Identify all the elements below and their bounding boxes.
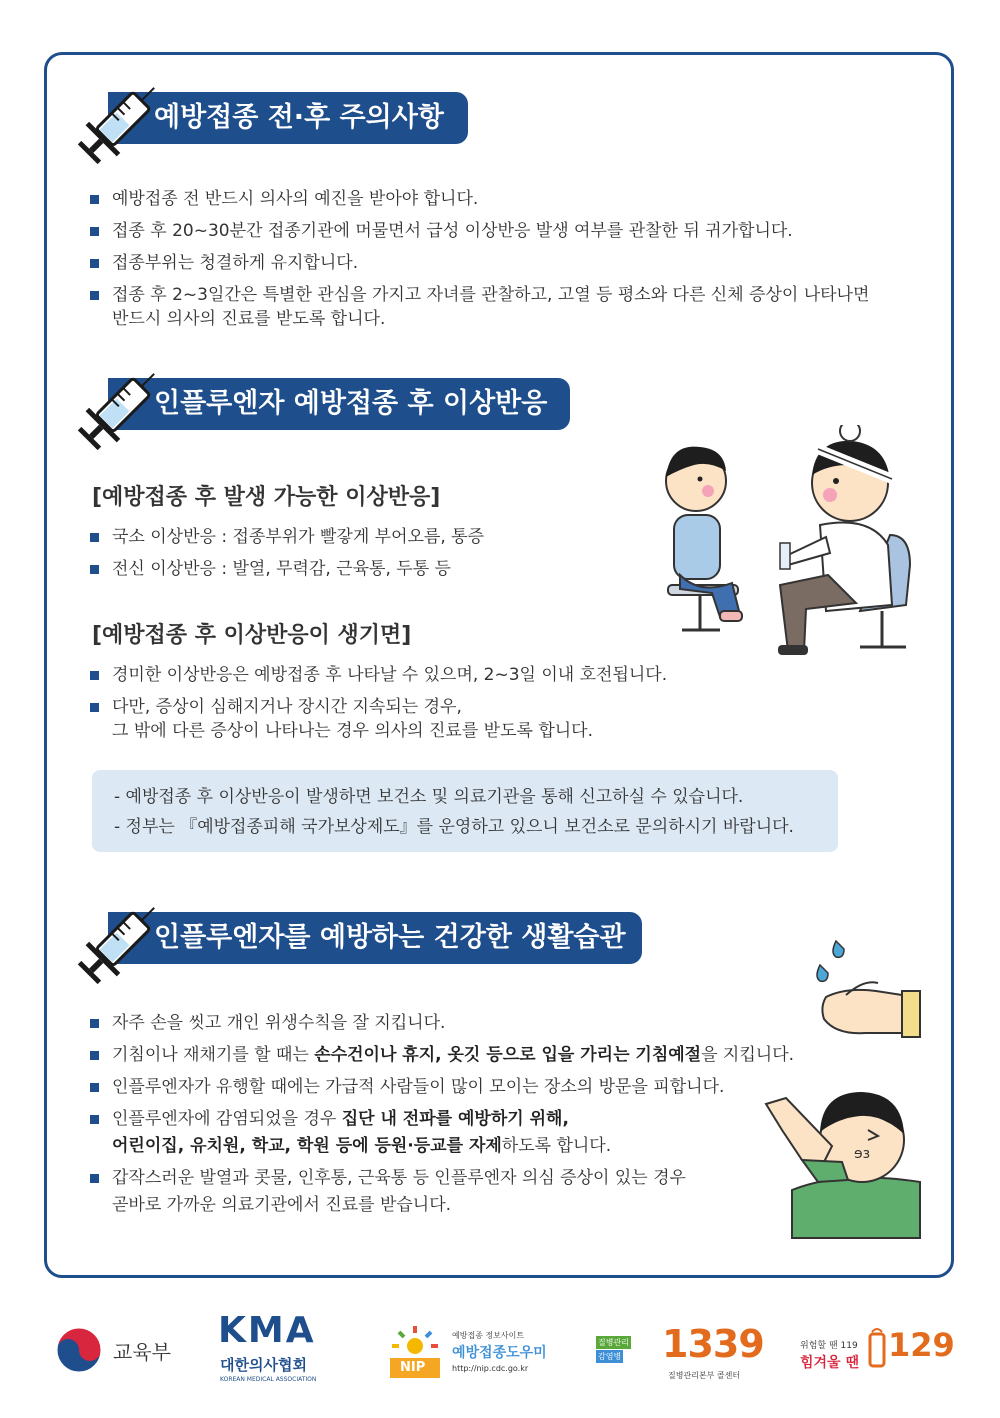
list-item: 전신 이상반응 : 발열, 무력감, 근육통, 두통 등 — [90, 556, 610, 583]
nip-logo-text: NIP — [400, 1360, 426, 1375]
crisis-129-logo — [800, 1310, 955, 1390]
if-reactions-list — [90, 662, 810, 750]
nip-logo — [386, 1310, 556, 1390]
list-item-continuation — [90, 306, 920, 333]
list-item: 접종 후 20~30분간 접종기관에 머물면서 급성 이상반응 발생 여부를 관찰한 뒤 귀가합니다. — [90, 218, 920, 245]
section-title-habits: 인플루엔자를 예방하는 건강한 생활습관 — [108, 912, 642, 964]
hotline-number: 1339 — [662, 1322, 764, 1366]
section-title-reactions: 인플루엔자 예방접종 후 이상반응 — [108, 378, 570, 430]
syringe-icon — [70, 80, 162, 172]
footer-logos — [0, 1310, 1000, 1390]
text-run-bold: 어린이집, 유치원, 학교, 학원 등에 등원·등교를 자제 — [112, 1136, 502, 1156]
possible-reactions-heading: [예방접종 후 발생 가능한 이상반응] — [92, 485, 441, 510]
crisis-small-text: 위험할 땐 119 — [800, 1341, 858, 1351]
hotline-tag: 감염병 — [598, 1352, 622, 1361]
moe-logo — [55, 1310, 185, 1390]
syringe-icon — [70, 366, 162, 458]
list-item — [90, 282, 920, 309]
crisis-number: 129 — [888, 1326, 955, 1364]
list-item-line: 접종 후 2~3일간은 특별한 관심을 가지고 자녀를 관찰하고, 고열 등 평소와 다른 신체 증상이 나타나면 — [112, 285, 870, 305]
list-item-line: 반드시 의사의 진료를 받도록 합니다. — [112, 309, 386, 329]
list-item: 예방접종 전 반드시 의사의 예진을 받아야 합니다. — [90, 186, 920, 213]
text-run: 갑작스러운 발열과 콧물, 인후통, 근육통 등 인플루엔자 의심 증상이 있는 경우 — [112, 1168, 686, 1188]
list-item: 경미한 이상반응은 예방접종 후 나타날 수 있으며, 2~3일 이내 호전됩니다. — [90, 662, 810, 689]
text-run: 기침이나 재채기를 할 때는 — [112, 1045, 315, 1065]
precautions-list — [90, 186, 920, 338]
list-item: 자주 손을 씻고 개인 위생수칙을 잘 지킵니다. — [90, 1010, 830, 1037]
list-item: 접종부위는 청결하게 유지합니다. — [90, 250, 920, 277]
handwashing-illustration — [806, 935, 926, 1045]
moe-name: 교육부 — [113, 1340, 171, 1364]
nip-url: http://nip.cdc.go.kr — [452, 1364, 529, 1373]
list-item-continuation: 그 밖에 다른 증상이 나타나는 경우 의사의 진료를 받도록 합니다. — [112, 721, 594, 741]
list-item — [90, 1165, 830, 1219]
hotline-1339-logo — [596, 1310, 766, 1390]
nip-caption: 예방접종 정보사이트 — [452, 1331, 525, 1340]
kma-english: KOREAN MEDICAL ASSOCIATION — [220, 1376, 317, 1383]
list-item: 인플루엔자가 유행할 때에는 가급적 사람들이 많이 모이는 장소의 방문을 피합니다. — [90, 1074, 830, 1101]
if-reactions-heading: [예방접종 후 이상반응이 생기면] — [92, 623, 412, 648]
list-item: 국소 이상반응 : 접종부위가 빨갛게 부어오름, 통증 — [90, 524, 610, 551]
list-item — [90, 1106, 830, 1160]
possible-reactions-list — [90, 524, 610, 588]
list-item: 다만, 증상이 심해지거나 장시간 지속되는 경우, — [90, 694, 810, 721]
section-title-precautions: 예방접종 전·후 주의사항 — [108, 92, 468, 144]
text-run: 하도록 합니다. — [501, 1136, 612, 1156]
nip-name: 예방접종도우미 — [452, 1345, 547, 1361]
taegeuk-icon — [55, 1326, 103, 1374]
hotline-caption: 질병관리본부 콜센터 — [668, 1371, 741, 1380]
text-run-bold: 집단 내 전파를 예방하기 위해, — [341, 1109, 569, 1129]
svg-text:ɘɜ: ɘɜ — [854, 1146, 871, 1162]
text-run: 인플루엔자에 감염되었을 경우 — [112, 1109, 342, 1129]
list-item — [90, 1042, 830, 1069]
notice-line: - 예방접종 후 이상반응이 발생하면 보건소 및 의료기관을 통해 신고하실 수 있습니다. — [114, 787, 744, 807]
syringe-icon — [70, 900, 162, 992]
hotline-tag: 질병관리 — [598, 1338, 629, 1347]
cough-etiquette-illustration — [762, 1070, 922, 1240]
text-run: 곧바로 가까운 의료기관에서 진료를 받습니다. — [112, 1195, 452, 1215]
kma-name: 대한의사협회 — [220, 1356, 307, 1374]
text-run: 을 지킵니다. — [701, 1045, 795, 1065]
doctor-child-illustration — [660, 425, 930, 665]
phone-icon — [868, 1328, 886, 1368]
notice-line: - 정부는 『예방접종피해 국가보상제도』를 운영하고 있으니 보건소로 문의하시기 바랍니다. — [114, 817, 794, 837]
kma-logo-text: KMA — [218, 1310, 316, 1351]
kma-logo — [218, 1310, 338, 1390]
text-run-bold: 손수건이나 휴지, 옷깃 등으로 입을 가리는 기침예절 — [314, 1045, 702, 1065]
report-notice-box — [92, 770, 838, 852]
habits-list — [90, 1010, 830, 1224]
crisis-big-text: 힘겨울 땐 — [800, 1355, 859, 1371]
